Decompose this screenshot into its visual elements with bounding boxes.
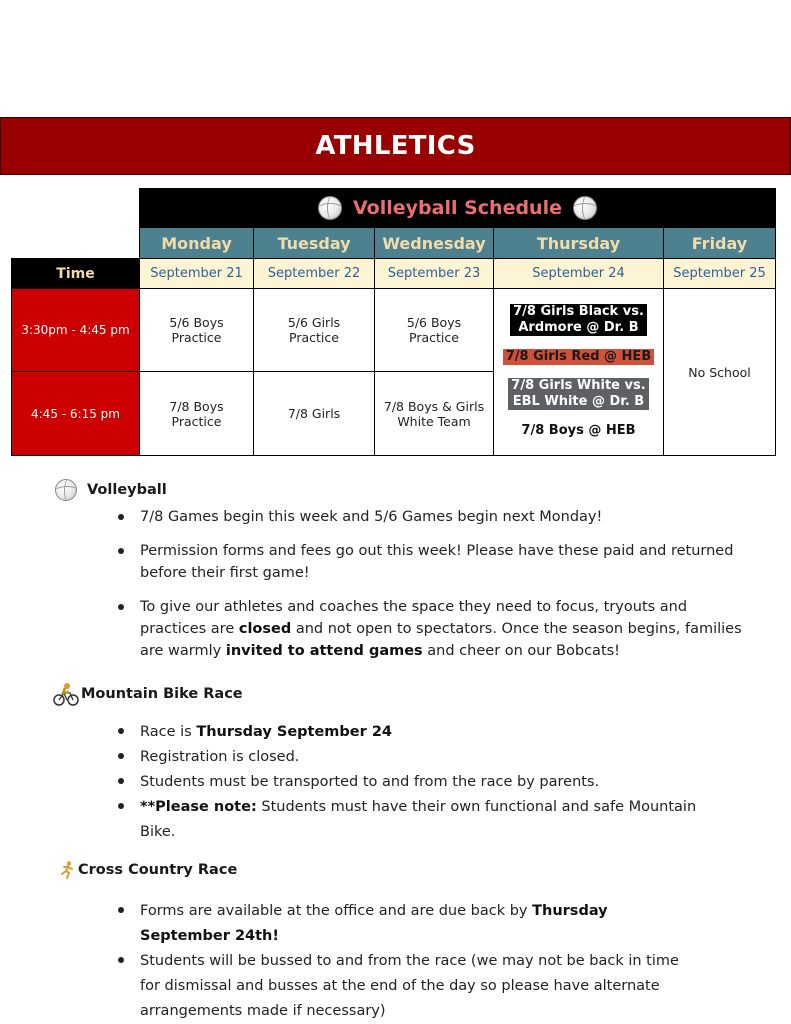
list-item (115, 770, 775, 795)
xc-list (115, 899, 775, 1024)
volleyball-heading (55, 479, 167, 501)
event-line: 5/6 Boys (406, 315, 462, 330)
item-text: Forms are available at the office and are due back by (140, 903, 533, 919)
item-text: Race is (140, 724, 197, 740)
game-line: 7/8 Girls Black vs. (513, 304, 644, 319)
volleyball-icon (573, 196, 597, 220)
game-line: Ardmore @ Dr. B (518, 320, 639, 335)
game-boys-heb: 7/8 Boys @ HEB (521, 423, 636, 438)
item-text: practices are (140, 621, 239, 637)
date-tuesday: September 22 (254, 259, 375, 289)
day-wednesday: Wednesday (375, 228, 494, 259)
list-item (115, 745, 775, 770)
xc-heading (60, 861, 237, 879)
schedule-title: Volleyball Schedule (353, 196, 562, 219)
item-text: Students must have their own functional and safe Mountain (256, 799, 697, 815)
time-slot-1: 3:30pm - 4:45 pm (12, 289, 140, 372)
list-item (115, 540, 775, 584)
list-item (115, 949, 775, 1024)
runner-icon (60, 861, 76, 879)
event-line: 7/8 Boys & Girls (383, 398, 485, 414)
item-bold: Thursday September 24 (196, 724, 393, 740)
heading-text: Mountain Bike Race (81, 686, 243, 702)
item-text: Students will be bussed to and from the race (we may not be back in time (140, 953, 679, 969)
wed-slot-1 (375, 289, 494, 372)
date-friday: September 25 (664, 259, 776, 289)
day-tuesday: Tuesday (254, 228, 375, 259)
time-slot-2: 4:45 - 6:15 pm (12, 372, 140, 456)
item-text: arrangements made if necessary) (140, 1003, 386, 1019)
game-line: 7/8 Girls White vs. (511, 378, 646, 393)
event-line: White Team (397, 413, 471, 429)
item-text: To give our athletes and coaches the space they need to focus, tryouts and (140, 599, 688, 615)
date-monday: September 21 (140, 259, 254, 289)
heading-text: Cross Country Race (78, 862, 238, 878)
event-line: 5/6 Girls (287, 315, 341, 330)
volleyball-icon (318, 196, 342, 220)
item-text: for dismissal and busses at the end of the day so please have alternate (140, 978, 660, 994)
list-item (115, 795, 775, 845)
event-line: Practice (289, 330, 339, 345)
mon-slot-1 (140, 289, 254, 372)
item-bold: **Please note: (140, 799, 257, 815)
game-girls-white (508, 378, 648, 410)
game-girls-red: 7/8 Girls Red @ HEB (503, 349, 654, 365)
time-header: Time (12, 259, 140, 289)
bike-heading (53, 682, 243, 706)
schedule-title-cell (140, 189, 776, 228)
tue-slot-1 (254, 289, 375, 372)
item-text: Bike. (140, 824, 176, 840)
list-item (115, 596, 775, 662)
event-line: 7/8 Girls (287, 406, 341, 421)
item-bold: closed (238, 621, 292, 637)
date-wednesday: September 23 (375, 259, 494, 289)
item-text: Registration is closed. (140, 749, 300, 765)
item-text: before their first game! (140, 565, 310, 581)
event-line: Practice (171, 330, 222, 345)
list-item (115, 899, 775, 949)
item-text: Permission forms and fees go out this week! Please have these paid and returned (140, 543, 734, 559)
item-bold: invited to attend games (225, 643, 423, 659)
item-bold: September 24th! (140, 928, 279, 944)
heading-text: Volleyball (87, 482, 167, 498)
volleyball-list (115, 506, 775, 662)
volleyball-schedule-table (11, 188, 776, 456)
bike-list (115, 720, 775, 845)
banner-title: ATHLETICS (315, 131, 476, 161)
list-item (115, 506, 775, 528)
game-line: EBL White @ Dr. B (512, 394, 645, 409)
table-corner-blank (12, 189, 140, 228)
event-line: 5/6 Boys (169, 315, 224, 330)
item-bold: Thursday (532, 903, 608, 919)
game-girls-black (510, 304, 647, 336)
athletics-banner (0, 117, 791, 175)
event-line: Practice (171, 413, 222, 429)
event-line: Practice (409, 330, 459, 345)
day-friday: Friday (664, 228, 776, 259)
day-thursday: Thursday (494, 228, 664, 259)
item-text: and not open to spectators. Once the season begins, families (291, 621, 742, 637)
item-text: Students must be transported to and from the race by parents. (140, 774, 600, 790)
wed-slot-2 (375, 372, 494, 456)
event-line: 7/8 Boys (169, 398, 224, 414)
list-item (115, 720, 775, 745)
date-thursday: September 24 (494, 259, 664, 289)
day-monday: Monday (140, 228, 254, 259)
item-text: and cheer on our Bobcats! (422, 643, 620, 659)
tue-slot-2 (254, 372, 375, 456)
item-text: are warmly (140, 643, 226, 659)
table-corner-blank (12, 228, 140, 259)
item-text: 7/8 Games begin this week and 5/6 Games begin next Monday! (140, 509, 603, 525)
mountain-biker-icon (53, 682, 79, 706)
thursday-games-cell (494, 289, 664, 456)
friday-cell: No School (664, 289, 776, 456)
volleyball-icon (55, 479, 77, 501)
mon-slot-2 (140, 372, 254, 456)
